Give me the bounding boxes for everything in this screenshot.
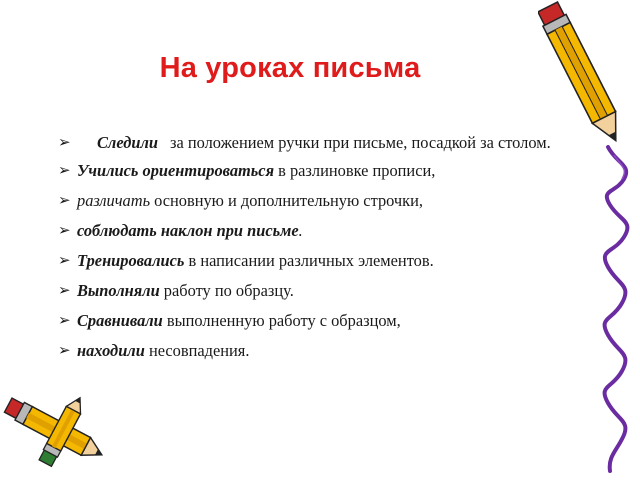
item-lead: Выполняли bbox=[77, 281, 160, 300]
list-item bbox=[58, 191, 598, 211]
item-lead: различать bbox=[77, 191, 151, 210]
pencil-icon-bottom-left-2 bbox=[30, 388, 98, 472]
arrow-bullet-icon: ➢ bbox=[58, 343, 71, 359]
arrow-bullet-icon: ➢ bbox=[58, 163, 71, 179]
item-text: основную и дополнительную строчки, bbox=[150, 191, 423, 210]
item-text: работу по образцу. bbox=[159, 281, 294, 300]
list-item bbox=[58, 161, 598, 181]
curl-decoration bbox=[586, 145, 640, 475]
list-item bbox=[58, 133, 598, 153]
item-text: выполненную работу с образцом, bbox=[162, 311, 401, 330]
arrow-bullet-icon: ➢ bbox=[58, 135, 71, 151]
list-item bbox=[58, 311, 598, 331]
item-lead: находили bbox=[77, 341, 145, 360]
list-item bbox=[58, 341, 598, 361]
bullet-list bbox=[58, 133, 598, 371]
list-item bbox=[58, 281, 598, 301]
item-text: несовпадения. bbox=[144, 341, 250, 360]
arrow-bullet-icon: ➢ bbox=[58, 223, 71, 239]
item-lead: Учились ориентироваться bbox=[77, 161, 275, 180]
item-text: в разлиновке прописи, bbox=[274, 161, 436, 180]
item-text: за положением ручки при письме, посадкой за столом. bbox=[170, 133, 551, 152]
pencil-icon-top-right bbox=[538, 0, 630, 152]
slide-title: На уроках письма bbox=[159, 52, 421, 84]
arrow-bullet-icon: ➢ bbox=[58, 313, 71, 329]
item-text: в написании различных элементов. bbox=[184, 251, 434, 270]
item-lead: Следили bbox=[97, 133, 158, 152]
list-item bbox=[58, 221, 598, 241]
item-lead: Сравнивали bbox=[77, 311, 163, 330]
arrow-bullet-icon: ➢ bbox=[58, 283, 71, 299]
item-text: . bbox=[298, 221, 303, 240]
arrow-bullet-icon: ➢ bbox=[58, 253, 71, 269]
item-lead: Тренировались bbox=[77, 251, 185, 270]
item-lead: соблюдать наклон при письме bbox=[77, 221, 299, 240]
arrow-bullet-icon: ➢ bbox=[58, 193, 71, 209]
list-item bbox=[58, 251, 598, 271]
